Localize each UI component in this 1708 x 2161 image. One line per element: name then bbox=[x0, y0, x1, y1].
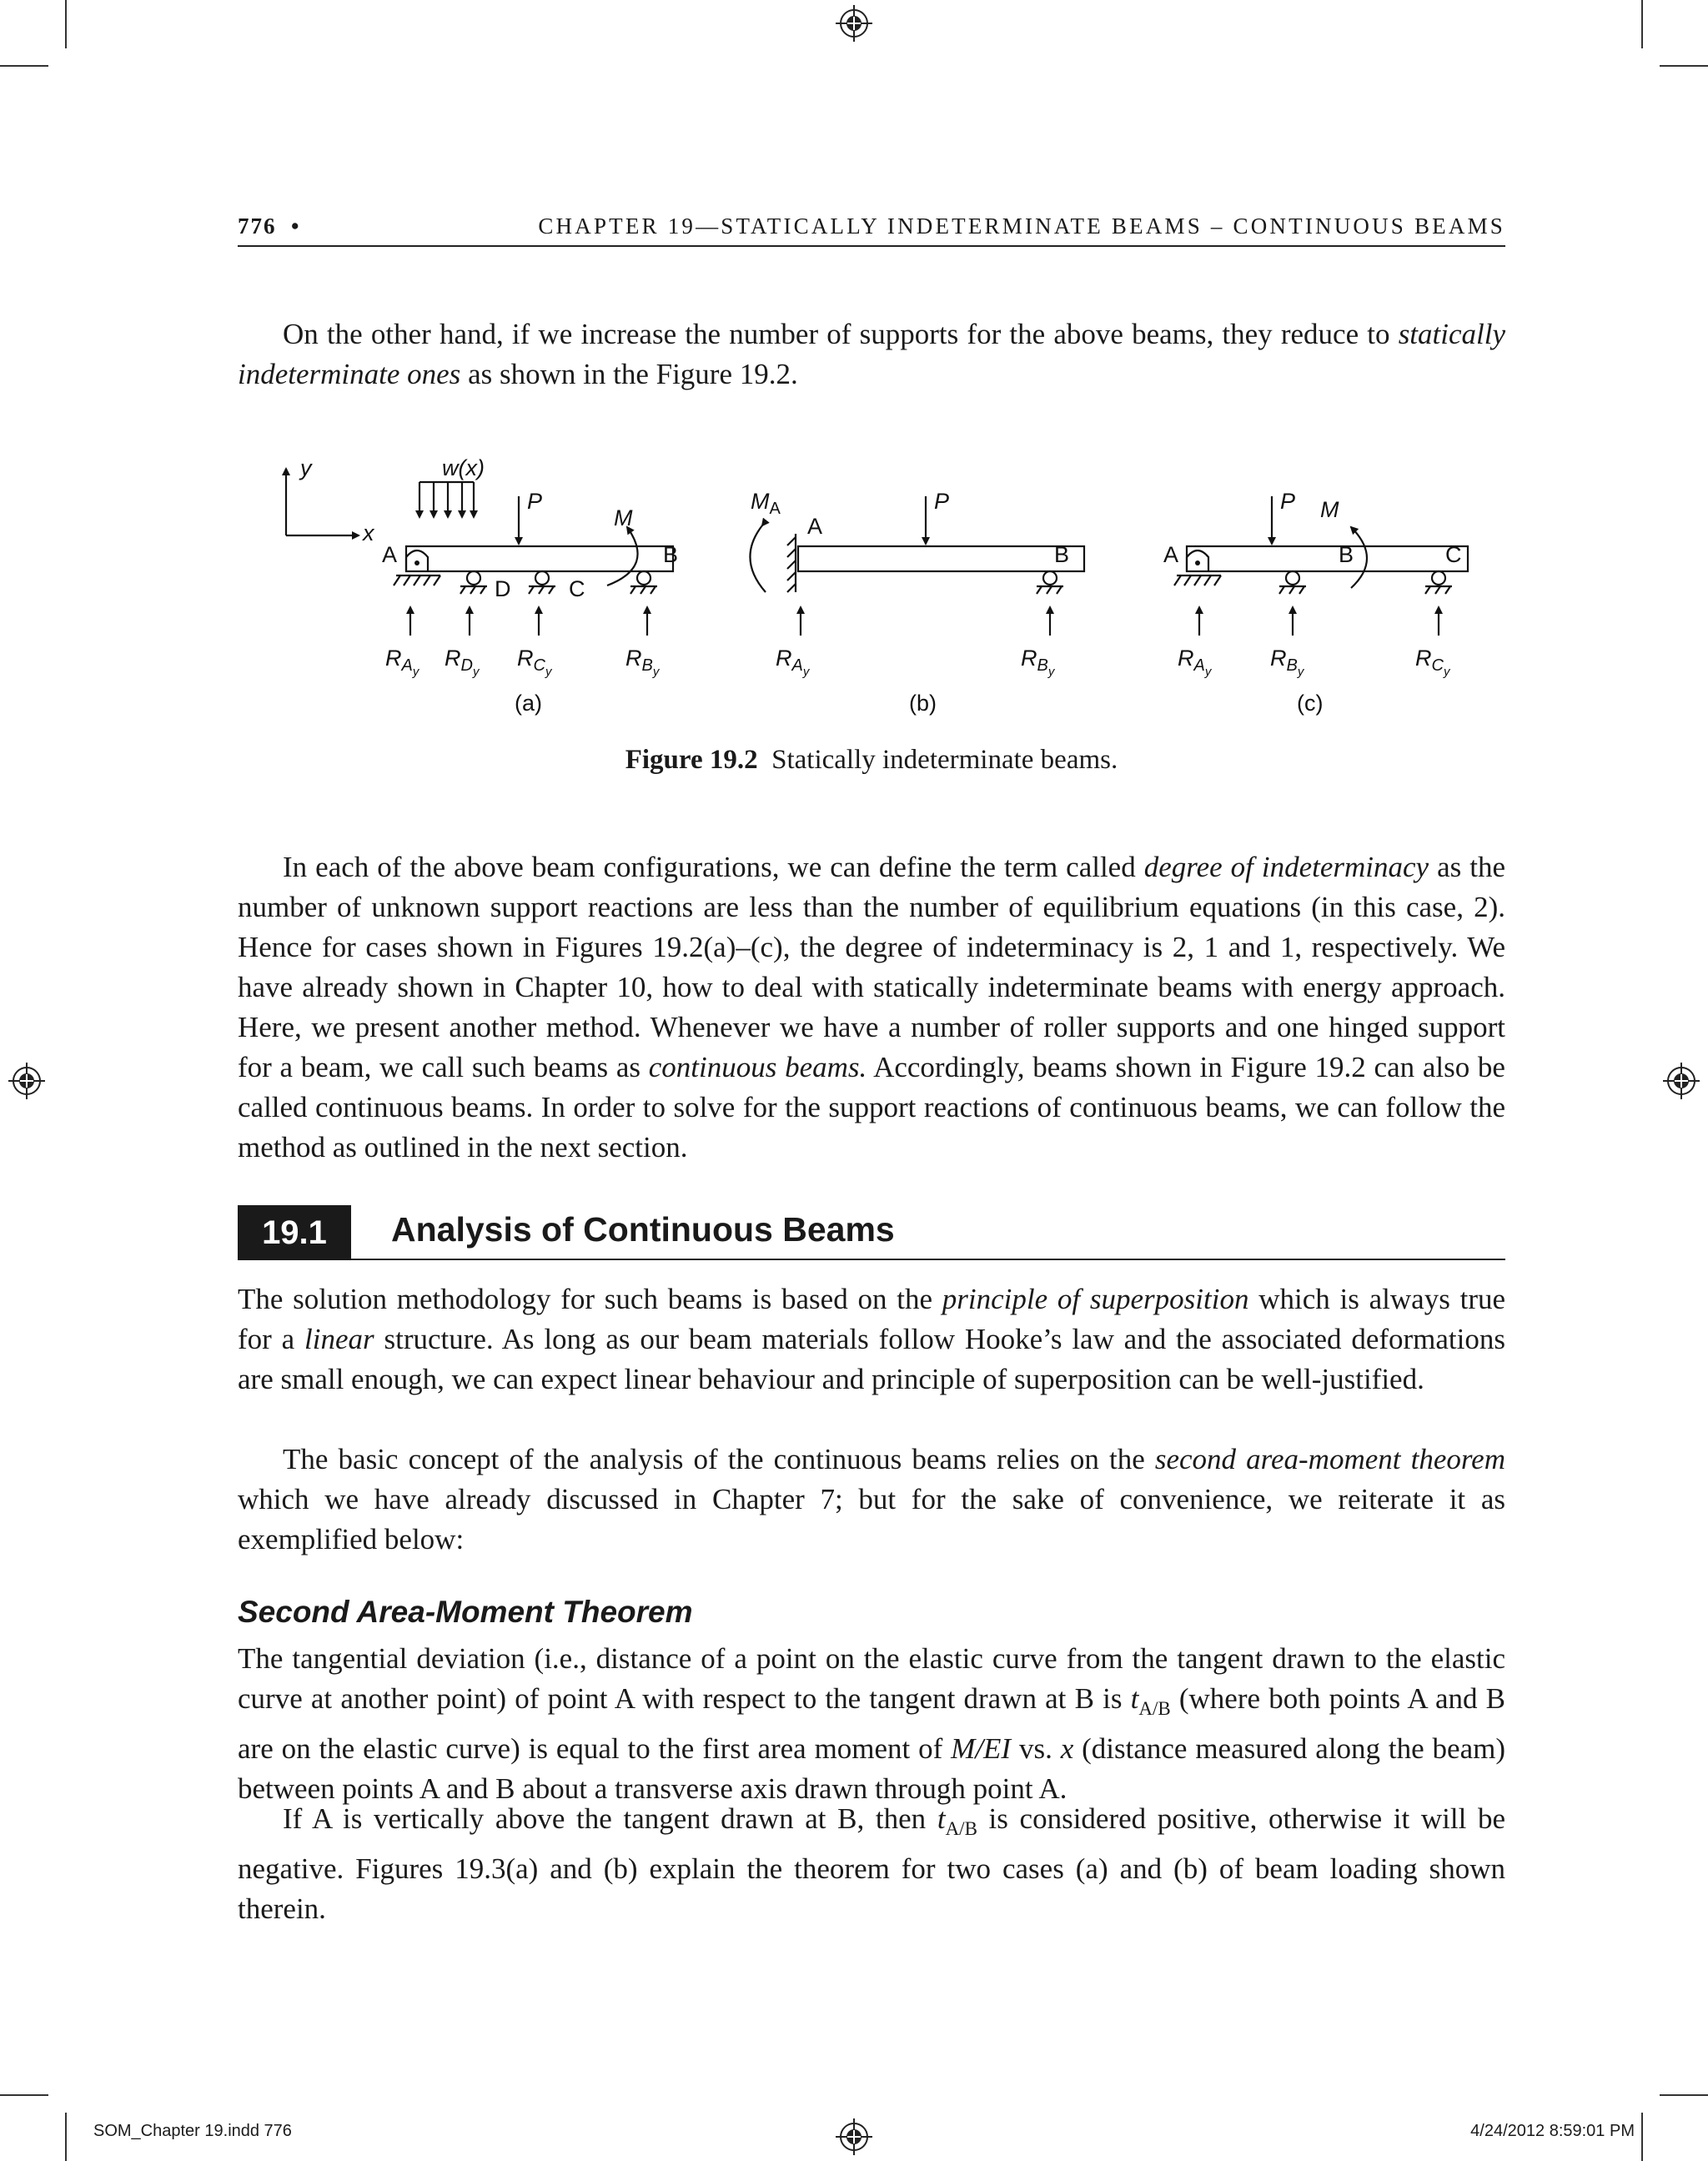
point-label-a: A bbox=[382, 542, 398, 567]
degree-paragraph: In each of the above beam configurations, we can define the term called degree of indeterminacy as the number of unknown support reactions are less than the number of equilibrium equations (in this case, 2). Hence for cases shown in Figures 19.2(a)–(c), the degree of indeterminacy is 2, 1 and 1, respectively. We have already shown in Chapter 10, how to deal with statically indeterminate beams with energy approach. Here, we present another method. Whenever we have a number of roller supports and one hinged support for a beam, we call such beams as continuous beams. Accordingly, beams shown in Figure 19.2 can also be called continuous beams. In order to solve for the support reactions of continuous beams, we can follow the method as outlined in the next section. bbox=[238, 851, 1505, 1163]
reaction-label: $R_{Dy}$ bbox=[445, 646, 480, 679]
load-label-p: P bbox=[527, 489, 543, 514]
reaction-label: $R_{Cy}$ bbox=[517, 646, 552, 679]
load-label-m: M bbox=[614, 505, 633, 530]
point-label-d: D bbox=[495, 576, 511, 601]
subsection-title: Second Area-Moment Theorem bbox=[238, 1595, 693, 1629]
reaction-label: $R_{Ay}$ bbox=[385, 646, 419, 679]
sign-paragraph: If A is vertically above the tangent drawn at B, then $t_{A/B}$ is considered positive, otherwise it will be negative. Figures 19.3(a) and (b) explain the theorem for two cases (a) and (b) of beam loading shown therein. bbox=[238, 1802, 1505, 1925]
registration-mark-icon bbox=[834, 3, 874, 43]
crop-mark bbox=[0, 65, 48, 67]
section-number: 19.1 bbox=[238, 1205, 351, 1260]
point-label-b: B bbox=[663, 542, 679, 567]
page-number: 776 • bbox=[238, 214, 301, 239]
reaction-label: $R_{By}$ bbox=[1021, 646, 1055, 679]
footer-file: SOM_Chapter 19.indd 776 bbox=[93, 2122, 292, 2140]
moment-label-ma: $M_A$ bbox=[751, 489, 781, 518]
point-label-a: A bbox=[1163, 542, 1179, 567]
point-label-c: C bbox=[569, 576, 585, 601]
axis-label-x: x bbox=[363, 520, 374, 545]
point-label-a: A bbox=[807, 514, 823, 539]
section-heading bbox=[238, 1205, 1505, 1264]
load-label-w: w(x) bbox=[442, 455, 485, 480]
section-title: Analysis of Continuous Beams bbox=[391, 1210, 895, 1249]
crop-mark bbox=[1660, 2094, 1708, 2096]
crop-mark bbox=[1660, 65, 1708, 67]
reaction-label: $R_{Cy}$ bbox=[1415, 646, 1450, 679]
crop-mark bbox=[1641, 0, 1643, 48]
crop-mark bbox=[65, 0, 67, 48]
registration-mark-icon bbox=[7, 1061, 47, 1101]
reaction-label: $R_{Ay}$ bbox=[1178, 646, 1212, 679]
panel-label-b: (b) bbox=[909, 691, 937, 716]
figure-19-2 bbox=[267, 450, 1484, 726]
point-label-b: B bbox=[1054, 542, 1070, 567]
point-label-c: C bbox=[1445, 542, 1462, 567]
panel-label-c: (c) bbox=[1297, 691, 1324, 716]
footer-timestamp: 4/24/2012 8:59:01 PM bbox=[1470, 2122, 1635, 2140]
panel-label-a: (a) bbox=[515, 691, 542, 716]
solution-paragraph: The solution methodology for such beams is based on the principle of superposition which is always true for a linear structure. As long as our beam materials follow Hooke’s law and the associated deformations are small enough, we can expect linear behaviour and principle of superposition can be well-justified. bbox=[238, 1283, 1506, 1395]
axis-label-y: y bbox=[300, 455, 312, 480]
figure-caption: Figure 19.2 Statically indeterminate beams. bbox=[625, 745, 1118, 775]
theorem-paragraph: The tangential deviation (i.e., distance of a point on the elastic curve from the tangent drawn to the elastic curve at another point) of point A with respect to the tangent drawn at B is $t_{A/B}$ (where both points A and B are on the elastic curve) is equal to the first area moment of M/EI vs. x (distance measured along the beam) between points A and B about a transverse axis drawn through point A. bbox=[238, 1642, 1506, 1805]
intro-paragraph: On the other hand, if we increase the number of supports for the above beams, they reduce to statically indeterminate ones as shown in the Figure 19.2. bbox=[238, 318, 1505, 390]
chapter-title: CHAPTER 19—STATICALLY INDETERMINATE BEAMS – CONTINUOUS BEAMS bbox=[538, 214, 1505, 239]
load-label-m: M bbox=[1320, 497, 1339, 522]
reaction-label: $R_{By}$ bbox=[625, 646, 660, 679]
header-rule bbox=[238, 245, 1505, 247]
registration-mark-icon bbox=[1661, 1061, 1701, 1101]
registration-mark-icon bbox=[834, 2117, 874, 2157]
crop-mark bbox=[1641, 2113, 1643, 2161]
point-label-b: B bbox=[1339, 542, 1354, 567]
crop-mark bbox=[65, 2113, 67, 2161]
load-label-p: P bbox=[934, 489, 950, 514]
reaction-label: $R_{By}$ bbox=[1270, 646, 1304, 679]
running-head bbox=[238, 210, 1505, 247]
section-rule bbox=[351, 1259, 1505, 1260]
basic-concept-paragraph: The basic concept of the analysis of the continuous beams relies on the second area-moment theorem which we have already discussed in Chapter 7; but for the sake of convenience, we reiterate it as exemplified below: bbox=[238, 1443, 1505, 1555]
crop-mark bbox=[0, 2094, 48, 2096]
load-label-p: P bbox=[1280, 489, 1296, 514]
reaction-label: $R_{Ay}$ bbox=[776, 646, 810, 679]
